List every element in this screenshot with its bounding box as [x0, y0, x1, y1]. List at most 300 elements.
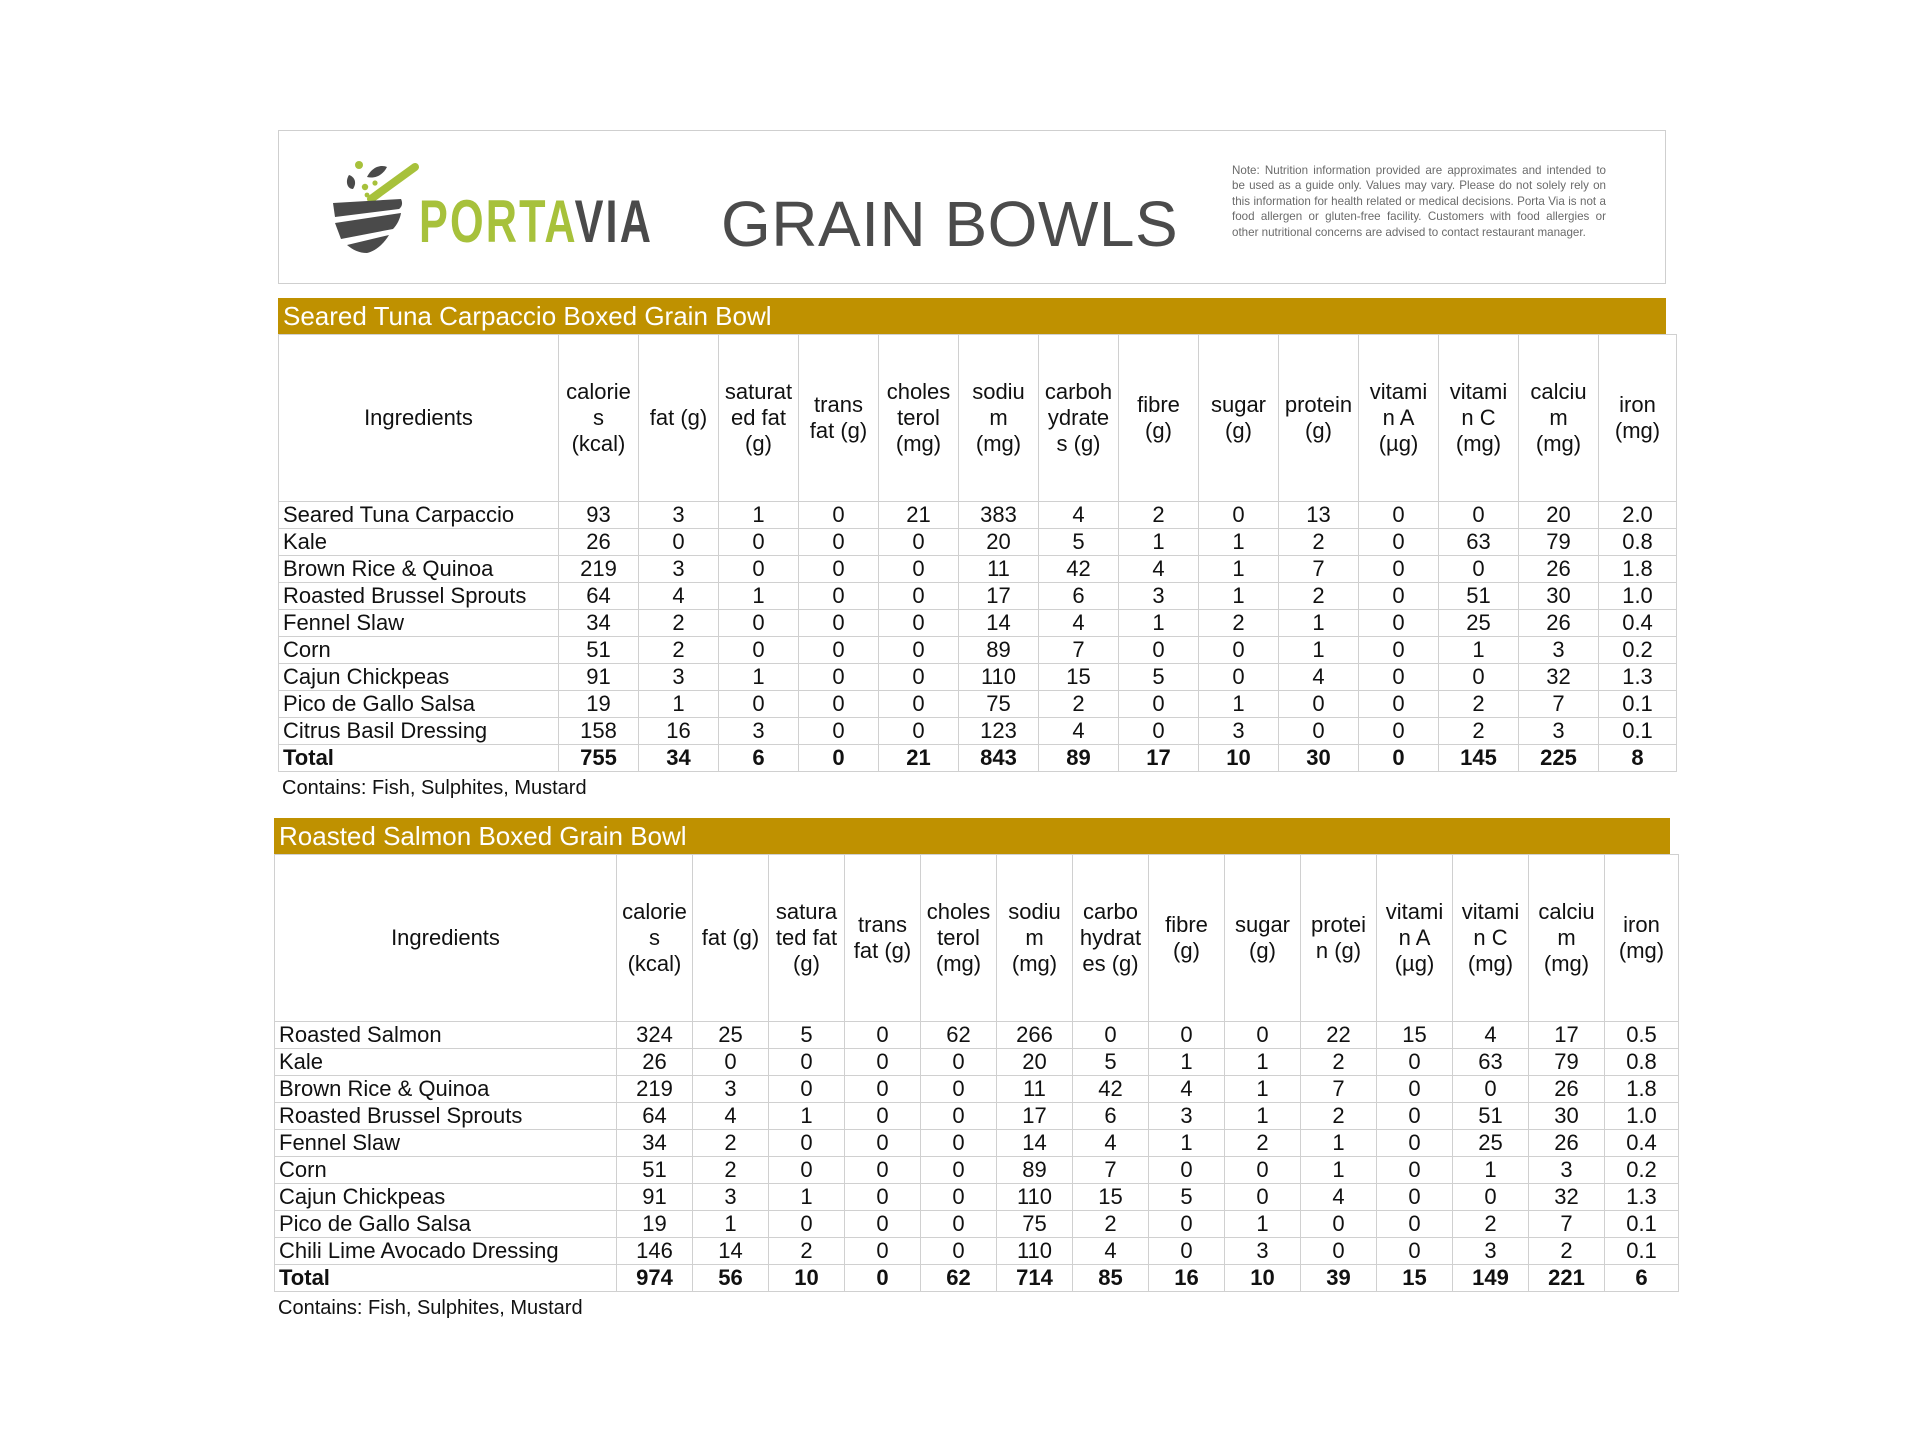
nutrient-value: 3 — [1519, 637, 1599, 664]
nutrient-value: 13 — [1279, 502, 1359, 529]
nutrient-value: 1 — [1279, 610, 1359, 637]
nutrient-value: 89 — [1039, 745, 1119, 772]
nutrient-value: 1 — [1199, 583, 1279, 610]
nutrient-value: 0 — [879, 664, 959, 691]
nutrient-value: 2 — [769, 1238, 845, 1265]
nutrient-value: 0 — [1199, 664, 1279, 691]
nutrient-value: 2 — [639, 610, 719, 637]
nutrient-value: 1 — [1301, 1130, 1377, 1157]
portavia-logo — [331, 159, 654, 259]
nutrient-value: 21 — [879, 502, 959, 529]
table-row — [275, 1076, 1679, 1103]
nutrient-value: 10 — [1225, 1265, 1301, 1292]
nutrient-value: 1 — [693, 1211, 769, 1238]
header-row — [275, 855, 1679, 1022]
nutrient-value: 0 — [1149, 1157, 1225, 1184]
total-label: Total — [275, 1265, 617, 1292]
header-box — [278, 130, 1666, 284]
nutrient-value: 0 — [845, 1211, 921, 1238]
nutrient-value: 266 — [997, 1022, 1073, 1049]
nutrient-value: 26 — [1529, 1130, 1605, 1157]
nutrient-value: 1 — [1439, 637, 1519, 664]
nutrient-value: 4 — [1119, 556, 1199, 583]
total-row — [279, 745, 1677, 772]
nutrient-value: 3 — [1529, 1157, 1605, 1184]
table-row — [275, 1103, 1679, 1130]
nutrient-value: 0 — [719, 691, 799, 718]
nutrient-value: 7 — [1039, 637, 1119, 664]
nutrient-value: 79 — [1519, 529, 1599, 556]
nutrient-value: 0 — [693, 1049, 769, 1076]
nutrient-value: 0 — [799, 637, 879, 664]
nutrient-value: 10 — [769, 1265, 845, 1292]
nutrient-value: 75 — [997, 1211, 1073, 1238]
nutrient-value: 0 — [1359, 502, 1439, 529]
ingredient-name: Kale — [279, 529, 559, 556]
nutrient-value: 63 — [1439, 529, 1519, 556]
nutrient-header: fat (g) — [639, 335, 719, 502]
ingredient-name: Cajun Chickpeas — [279, 664, 559, 691]
nutrient-value: 1.3 — [1605, 1184, 1679, 1211]
nutrient-value: 63 — [1453, 1049, 1529, 1076]
nutrient-value: 324 — [617, 1022, 693, 1049]
nutrient-value: 51 — [559, 637, 639, 664]
nutrient-value: 0.8 — [1599, 529, 1677, 556]
nutrient-value: 30 — [1519, 583, 1599, 610]
nutrient-value: 0 — [1453, 1184, 1529, 1211]
ingredient-name: Roasted Salmon — [275, 1022, 617, 1049]
nutrient-value: 0 — [879, 556, 959, 583]
nutrient-value: 93 — [559, 502, 639, 529]
nutrient-value: 0 — [799, 610, 879, 637]
nutrient-value: 0 — [1199, 637, 1279, 664]
nutrient-value: 0 — [1149, 1238, 1225, 1265]
nutrient-value: 7 — [1279, 556, 1359, 583]
nutrient-value: 0.2 — [1599, 637, 1677, 664]
nutrient-value: 0.4 — [1599, 610, 1677, 637]
nutrient-value: 0 — [845, 1076, 921, 1103]
nutrient-value: 0 — [769, 1211, 845, 1238]
nutrient-value: 0 — [879, 718, 959, 745]
nutrient-value: 2 — [1301, 1049, 1377, 1076]
table-row — [279, 610, 1677, 637]
nutrient-value: 5 — [1073, 1049, 1149, 1076]
table-row — [275, 1157, 1679, 1184]
nutrient-value: 0 — [845, 1049, 921, 1076]
nutrient-value: 2 — [639, 637, 719, 664]
nutrient-header: fat (g) — [693, 855, 769, 1022]
allergen-note: Contains: Fish, Sulphites, Mustard — [282, 777, 587, 799]
ingredient-name: Kale — [275, 1049, 617, 1076]
nutrient-value: 3 — [693, 1076, 769, 1103]
nutrient-value: 0 — [1301, 1238, 1377, 1265]
nutrient-value: 51 — [1439, 583, 1519, 610]
total-row — [275, 1265, 1679, 1292]
nutrient-value: 221 — [1529, 1265, 1605, 1292]
nutrient-value: 4 — [693, 1103, 769, 1130]
nutrient-header: carboh ydrate s (g) — [1039, 335, 1119, 502]
nutrient-value: 1 — [719, 664, 799, 691]
nutrient-value: 0 — [1359, 610, 1439, 637]
nutrient-value: 0 — [719, 556, 799, 583]
nutrient-value: 0 — [799, 529, 879, 556]
nutrient-value: 0 — [1359, 691, 1439, 718]
nutrient-value: 1 — [1225, 1076, 1301, 1103]
nutrient-header: iron (mg) — [1605, 855, 1679, 1022]
nutrient-value: 15 — [1039, 664, 1119, 691]
nutrient-value: 1 — [1279, 637, 1359, 664]
nutrient-value: 34 — [639, 745, 719, 772]
nutrient-value: 17 — [1119, 745, 1199, 772]
nutrient-value: 64 — [617, 1103, 693, 1130]
nutrient-value: 1.8 — [1599, 556, 1677, 583]
nutrient-value: 26 — [1519, 610, 1599, 637]
nutrient-value: 7 — [1301, 1076, 1377, 1103]
nutrient-value: 1 — [1301, 1157, 1377, 1184]
table-row — [279, 664, 1677, 691]
nutrient-header: calorie s (kcal) — [617, 855, 693, 1022]
nutrient-value: 2.0 — [1599, 502, 1677, 529]
nutrient-value: 15 — [1073, 1184, 1149, 1211]
nutrient-value: 0 — [845, 1238, 921, 1265]
nutrient-value: 6 — [1039, 583, 1119, 610]
nutrient-value: 0 — [1439, 502, 1519, 529]
nutrient-value: 0 — [1359, 718, 1439, 745]
nutrient-value: 4 — [1039, 502, 1119, 529]
nutrient-value: 2 — [1439, 718, 1519, 745]
nutrient-value: 714 — [997, 1265, 1073, 1292]
nutrient-value: 0 — [879, 691, 959, 718]
nutrient-header: trans fat (g) — [845, 855, 921, 1022]
nutrient-value: 755 — [559, 745, 639, 772]
nutrient-value: 7 — [1519, 691, 1599, 718]
nutrient-value: 0 — [921, 1184, 997, 1211]
nutrient-value: 14 — [959, 610, 1039, 637]
nutrient-header: vitami n A (µg) — [1377, 855, 1453, 1022]
ingredient-name: Corn — [279, 637, 559, 664]
nutrient-value: 0 — [1119, 718, 1199, 745]
nutrient-value: 0 — [799, 691, 879, 718]
nutrient-value: 219 — [617, 1076, 693, 1103]
nutrient-value: 34 — [617, 1130, 693, 1157]
nutrient-value: 89 — [959, 637, 1039, 664]
total-label: Total — [279, 745, 559, 772]
nutrient-value: 0 — [845, 1130, 921, 1157]
nutrient-value: 0 — [1377, 1130, 1453, 1157]
nutrient-value: 0 — [1225, 1184, 1301, 1211]
nutrient-header: sugar (g) — [1225, 855, 1301, 1022]
ingredient-name: Fennel Slaw — [275, 1130, 617, 1157]
nutrient-value: 5 — [769, 1022, 845, 1049]
nutrient-value: 110 — [997, 1184, 1073, 1211]
table-row — [279, 556, 1677, 583]
nutrient-value: 14 — [693, 1238, 769, 1265]
nutrient-value: 843 — [959, 745, 1039, 772]
nutrient-value: 0 — [769, 1049, 845, 1076]
nutrient-value: 0 — [769, 1157, 845, 1184]
nutrient-value: 26 — [559, 529, 639, 556]
nutrient-header: saturat ed fat (g) — [719, 335, 799, 502]
nutrient-value: 0 — [799, 664, 879, 691]
nutrient-value: 8 — [1599, 745, 1677, 772]
table-row — [279, 691, 1677, 718]
nutrient-value: 2 — [1073, 1211, 1149, 1238]
nutrient-value: 5 — [1119, 664, 1199, 691]
nutrient-value: 4 — [1073, 1238, 1149, 1265]
nutrient-value: 25 — [1453, 1130, 1529, 1157]
nutrient-value: 2 — [693, 1130, 769, 1157]
nutrient-header: choles terol (mg) — [921, 855, 997, 1022]
nutrient-value: 0.1 — [1605, 1238, 1679, 1265]
nutrient-value: 1 — [769, 1184, 845, 1211]
nutrient-value: 14 — [997, 1130, 1073, 1157]
ingredients-header: Ingredients — [275, 855, 617, 1022]
nutrient-value: 0 — [719, 637, 799, 664]
nutrient-value: 17 — [997, 1103, 1073, 1130]
nutrient-value: 0 — [1149, 1022, 1225, 1049]
nutrient-value: 0 — [1359, 529, 1439, 556]
nutrient-value: 2 — [1453, 1211, 1529, 1238]
nutrient-header: sodiu m (mg) — [997, 855, 1073, 1022]
nutrient-header: carbo hydrat es (g) — [1073, 855, 1149, 1022]
table-row — [275, 1211, 1679, 1238]
nutrient-value: 0.2 — [1605, 1157, 1679, 1184]
nutrient-value: 0 — [879, 529, 959, 556]
nutrient-value: 3 — [693, 1184, 769, 1211]
ingredient-name: Pico de Gallo Salsa — [279, 691, 559, 718]
nutrition-table — [278, 334, 1677, 772]
nutrient-value: 7 — [1073, 1157, 1149, 1184]
nutrient-value: 0 — [1199, 502, 1279, 529]
nutrient-value: 0 — [921, 1238, 997, 1265]
nutrient-header: satura ted fat (g) — [769, 855, 845, 1022]
nutrient-value: 1 — [1149, 1049, 1225, 1076]
nutrient-value: 0 — [1439, 664, 1519, 691]
nutrient-value: 15 — [1377, 1265, 1453, 1292]
nutrient-value: 4 — [1279, 664, 1359, 691]
ingredient-name: Citrus Basil Dressing — [279, 718, 559, 745]
nutrient-value: 1.3 — [1599, 664, 1677, 691]
nutrient-value: 4 — [1073, 1130, 1149, 1157]
nutrient-value: 2 — [1199, 610, 1279, 637]
nutrient-value: 39 — [1301, 1265, 1377, 1292]
ingredient-name: Cajun Chickpeas — [275, 1184, 617, 1211]
nutrient-value: 42 — [1039, 556, 1119, 583]
nutrient-value: 0 — [1225, 1022, 1301, 1049]
nutrient-value: 0 — [921, 1049, 997, 1076]
nutrient-value: 32 — [1529, 1184, 1605, 1211]
nutrient-value: 15 — [1377, 1022, 1453, 1049]
table-row — [279, 502, 1677, 529]
nutrient-value: 10 — [1199, 745, 1279, 772]
nutrient-value: 146 — [617, 1238, 693, 1265]
nutrient-value: 0 — [719, 610, 799, 637]
nutrient-value: 0 — [1377, 1184, 1453, 1211]
nutrient-value: 19 — [559, 691, 639, 718]
nutrient-header: calciu m (mg) — [1529, 855, 1605, 1022]
grain-bowl-section — [278, 298, 1666, 800]
table-row — [279, 529, 1677, 556]
nutrient-value: 4 — [1301, 1184, 1377, 1211]
nutrient-value: 0 — [1225, 1157, 1301, 1184]
table-row — [279, 718, 1677, 745]
nutrient-value: 0 — [1377, 1157, 1453, 1184]
nutrient-value: 4 — [1039, 610, 1119, 637]
nutrient-value: 1 — [719, 583, 799, 610]
nutrient-value: 1 — [719, 502, 799, 529]
nutrient-value: 3 — [1225, 1238, 1301, 1265]
nutrient-value: 2 — [1279, 583, 1359, 610]
nutrient-value: 51 — [617, 1157, 693, 1184]
nutrient-value: 62 — [921, 1022, 997, 1049]
table-row — [275, 1184, 1679, 1211]
nutrient-value: 75 — [959, 691, 1039, 718]
ingredients-header: Ingredients — [279, 335, 559, 502]
nutrient-value: 51 — [1453, 1103, 1529, 1130]
nutrient-header: choles terol (mg) — [879, 335, 959, 502]
nutrient-value: 5 — [1149, 1184, 1225, 1211]
nutrient-value: 0 — [799, 745, 879, 772]
nutrient-header: fibre (g) — [1149, 855, 1225, 1022]
nutrient-value: 1.0 — [1605, 1103, 1679, 1130]
nutrient-header: iron (mg) — [1599, 335, 1677, 502]
nutrient-value: 0 — [1279, 691, 1359, 718]
nutrient-value: 3 — [1519, 718, 1599, 745]
nutrient-value: 85 — [1073, 1265, 1149, 1292]
nutrient-value: 32 — [1519, 664, 1599, 691]
nutrient-value: 0.1 — [1599, 718, 1677, 745]
nutrient-value: 0 — [639, 529, 719, 556]
nutrient-value: 0 — [1359, 745, 1439, 772]
nutrient-value: 3 — [639, 502, 719, 529]
ingredient-name: Corn — [275, 1157, 617, 1184]
ingredient-name: Fennel Slaw — [279, 610, 559, 637]
nutrient-value: 0 — [921, 1103, 997, 1130]
nutrient-value: 11 — [959, 556, 1039, 583]
nutrient-value: 1 — [1199, 556, 1279, 583]
nutrient-value: 1 — [1225, 1211, 1301, 1238]
nutrient-header: sugar (g) — [1199, 335, 1279, 502]
nutrient-value: 0 — [845, 1184, 921, 1211]
nutrient-value: 1.0 — [1599, 583, 1677, 610]
nutrient-value: 0 — [1377, 1211, 1453, 1238]
nutrient-value: 1 — [769, 1103, 845, 1130]
nutrient-value: 0 — [921, 1211, 997, 1238]
nutrient-value: 145 — [1439, 745, 1519, 772]
nutrient-value: 3 — [1149, 1103, 1225, 1130]
nutrient-value: 30 — [1279, 745, 1359, 772]
section-title: Roasted Salmon Boxed Grain Bowl — [274, 818, 1670, 854]
table-row — [279, 637, 1677, 664]
nutrient-value: 0 — [719, 529, 799, 556]
nutrient-value: 30 — [1529, 1103, 1605, 1130]
ingredient-name: Roasted Brussel Sprouts — [279, 583, 559, 610]
nutrient-value: 1 — [639, 691, 719, 718]
nutrient-value: 0 — [845, 1022, 921, 1049]
nutrient-value: 2 — [1225, 1130, 1301, 1157]
nutrient-value: 2 — [1439, 691, 1519, 718]
nutrient-header: calciu m (mg) — [1519, 335, 1599, 502]
nutrient-value: 26 — [617, 1049, 693, 1076]
nutrient-value: 2 — [693, 1157, 769, 1184]
nutrient-value: 56 — [693, 1265, 769, 1292]
nutrient-value: 0 — [1279, 718, 1359, 745]
nutrient-value: 0 — [1359, 556, 1439, 583]
nutrient-value: 4 — [639, 583, 719, 610]
nutrient-value: 79 — [1529, 1049, 1605, 1076]
nutrient-header: trans fat (g) — [799, 335, 879, 502]
nutrient-value: 2 — [1301, 1103, 1377, 1130]
nutrient-value: 225 — [1519, 745, 1599, 772]
disclaimer-note: Note: Nutrition information provided are approximates and intended to be used as a guide only. Values may vary. Please do not solely rely on this information for health related or medical decisions. Porta Via is not a food allergen or gluten-free facility. Customers with food allergies or other nutritional concerns are advised to contact restaurant manager. — [1232, 164, 1606, 239]
nutrient-value: 26 — [1529, 1076, 1605, 1103]
nutrient-value: 0 — [845, 1265, 921, 1292]
nutrient-value: 0 — [1377, 1049, 1453, 1076]
nutrient-value: 17 — [1529, 1022, 1605, 1049]
nutrient-value: 0 — [921, 1130, 997, 1157]
nutrient-value: 25 — [693, 1022, 769, 1049]
nutrient-value: 20 — [997, 1049, 1073, 1076]
ingredient-name: Brown Rice & Quinoa — [279, 556, 559, 583]
nutrient-value: 0 — [921, 1157, 997, 1184]
nutrient-value: 1 — [1225, 1103, 1301, 1130]
nutrient-header: sodiu m (mg) — [959, 335, 1039, 502]
nutrient-value: 1 — [1199, 691, 1279, 718]
nutrient-value: 219 — [559, 556, 639, 583]
ingredient-name: Pico de Gallo Salsa — [275, 1211, 617, 1238]
nutrient-value: 1 — [1225, 1049, 1301, 1076]
nutrient-value: 0 — [845, 1103, 921, 1130]
nutrient-value: 0 — [769, 1130, 845, 1157]
nutrient-value: 0 — [879, 583, 959, 610]
nutrient-value: 6 — [719, 745, 799, 772]
nutrient-value: 34 — [559, 610, 639, 637]
section-title: Seared Tuna Carpaccio Boxed Grain Bowl — [278, 298, 1666, 334]
nutrient-value: 0.4 — [1605, 1130, 1679, 1157]
nutrient-header: fibre (g) — [1119, 335, 1199, 502]
nutrient-value: 149 — [1453, 1265, 1529, 1292]
nutrition-table — [274, 854, 1679, 1292]
nutrient-value: 91 — [559, 664, 639, 691]
nutrient-value: 0 — [799, 502, 879, 529]
nutrient-value: 1 — [1119, 610, 1199, 637]
nutrient-value: 20 — [959, 529, 1039, 556]
nutrient-value: 158 — [559, 718, 639, 745]
nutrient-value: 3 — [1199, 718, 1279, 745]
ingredient-name: Seared Tuna Carpaccio — [279, 502, 559, 529]
nutrient-value: 0.1 — [1605, 1211, 1679, 1238]
nutrient-value: 16 — [1149, 1265, 1225, 1292]
nutrient-value: 42 — [1073, 1076, 1149, 1103]
nutrient-value: 0 — [1377, 1103, 1453, 1130]
nutrient-value: 0 — [1359, 637, 1439, 664]
nutrient-value: 123 — [959, 718, 1039, 745]
nutrient-value: 0 — [1377, 1238, 1453, 1265]
nutrient-value: 11 — [997, 1076, 1073, 1103]
ingredient-name: Chili Lime Avocado Dressing — [275, 1238, 617, 1265]
nutrient-value: 2 — [1039, 691, 1119, 718]
ingredient-name: Roasted Brussel Sprouts — [275, 1103, 617, 1130]
nutrient-value: 0 — [1453, 1076, 1529, 1103]
nutrient-value: 0 — [1377, 1076, 1453, 1103]
nutrient-value: 4 — [1149, 1076, 1225, 1103]
nutrient-value: 4 — [1039, 718, 1119, 745]
nutrient-value: 5 — [1039, 529, 1119, 556]
nutrient-value: 0 — [769, 1076, 845, 1103]
nutrient-value: 383 — [959, 502, 1039, 529]
nutrient-header: protein (g) — [1279, 335, 1359, 502]
nutrient-value: 64 — [559, 583, 639, 610]
